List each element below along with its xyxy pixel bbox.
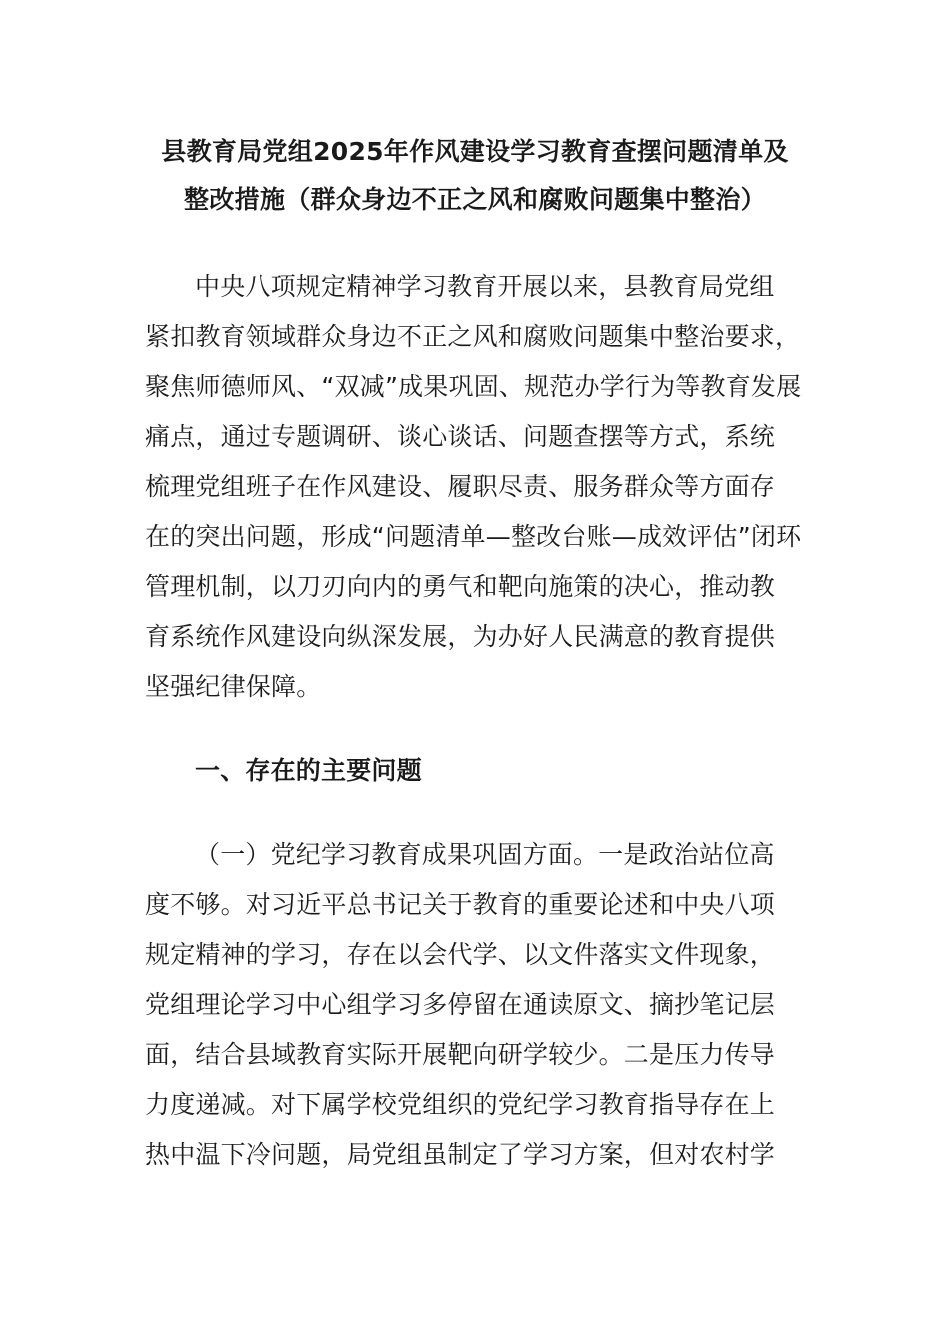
intro-line-2: 紧扣教育领域群众身边不正之风和腐败问题集中整治要求， bbox=[145, 322, 801, 351]
paragraph-spacer bbox=[145, 796, 810, 830]
section-line-3: 规定精神的学习，存在以会代学、以文件落实文件现象， bbox=[145, 940, 776, 969]
intro-line-5: 梳理党组班子在作风建设、履职尽责、服务群众等方面存 bbox=[145, 472, 776, 501]
section-heading: 一、存在的主要问题 bbox=[195, 756, 422, 785]
intro-line-1: 中央八项规定精神学习教育开展以来，县教育局党组 bbox=[195, 272, 775, 301]
section-line-2: 度不够。对习近平总书记关于教育的重要论述和中央八项 bbox=[145, 890, 776, 919]
paragraph-spacer bbox=[145, 712, 810, 746]
document-body bbox=[145, 262, 810, 1180]
section-line-5: 面，结合县域教育实际开展靶向研学较少。二是压力传导 bbox=[145, 1040, 776, 1069]
section-line-7: 热中温下冷问题，局党组虽制定了学习方案，但对农村学 bbox=[145, 1140, 776, 1169]
intro-line-6: 在的突出问题，形成“问题清单—整改台账—成效评估”闭环 bbox=[145, 522, 802, 551]
intro-line-8: 育系统作风建设向纵深发展，为办好人民满意的教育提供 bbox=[145, 622, 776, 651]
title-line-1: 县教育局党组2025年作风建设学习教育查摆问题清单及 bbox=[161, 137, 789, 166]
intro-paragraph bbox=[145, 262, 810, 712]
intro-line-9: 坚强纪律保障。 bbox=[145, 672, 322, 701]
section-line-4: 党组理论学习中心组学习多停留在通读原文、摘抄笔记层 bbox=[145, 990, 776, 1019]
title-line-2: 整改措施（群众身边不正之风和腐败问题集中整治） bbox=[184, 185, 766, 214]
section-line-1: （一）党纪学习教育成果巩固方面。一是政治站位高 bbox=[195, 840, 775, 869]
intro-line-3: 聚焦师德师风、“双减”成果巩固、规范办学行为等教育发展 bbox=[145, 372, 802, 401]
section-line-6: 力度递减。对下属学校党组织的党纪学习教育指导存在上 bbox=[145, 1090, 776, 1119]
section-paragraph bbox=[145, 830, 810, 1180]
document-title bbox=[140, 128, 810, 224]
intro-line-4: 痛点，通过专题调研、谈心谈话、问题查摆等方式，系统 bbox=[145, 422, 776, 451]
intro-line-7: 管理机制，以刀刃向内的勇气和靶向施策的决心，推动教 bbox=[145, 572, 776, 601]
